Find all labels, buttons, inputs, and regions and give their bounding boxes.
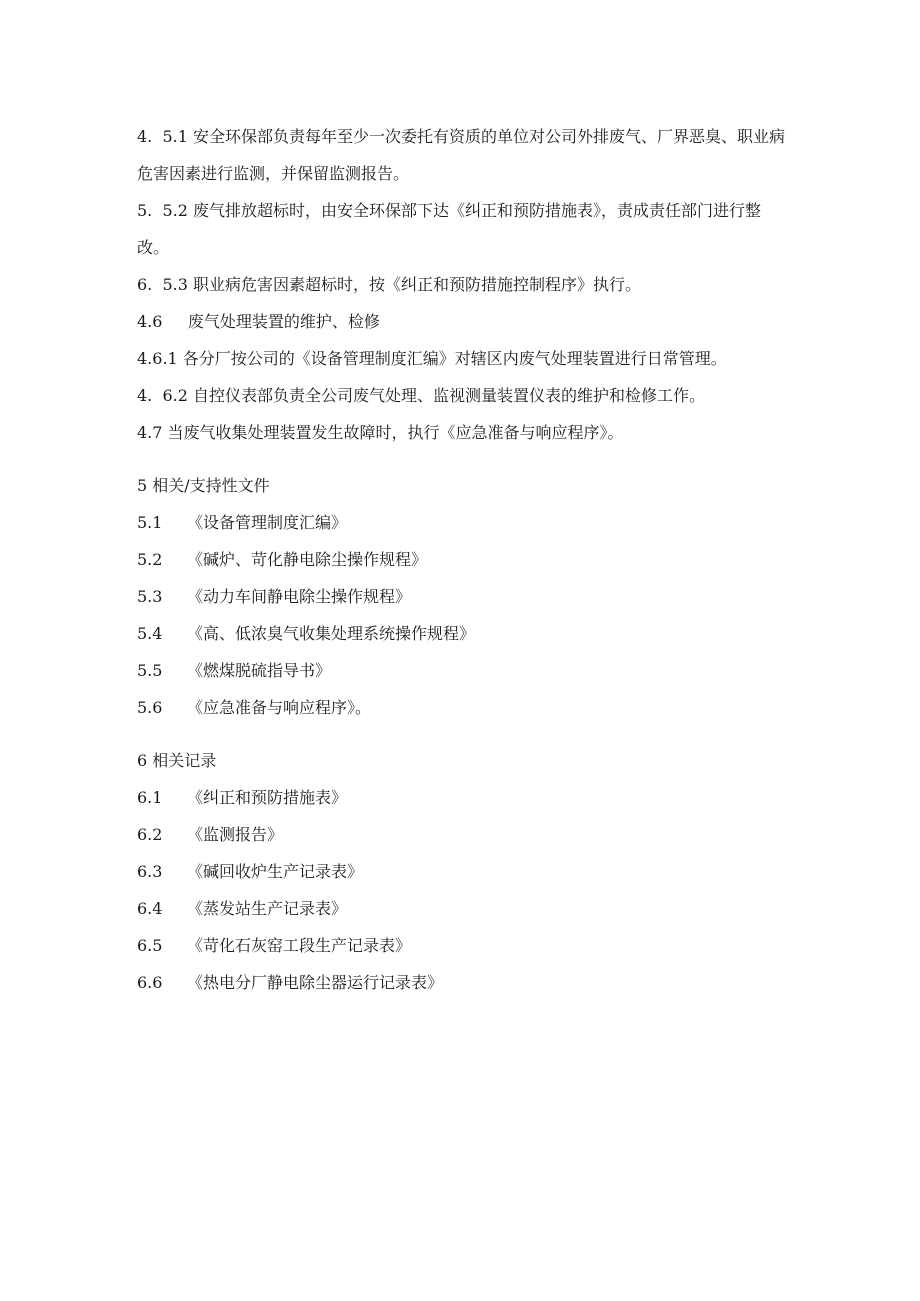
item-number: 5.2 bbox=[137, 550, 163, 569]
item-number: 5.3 bbox=[137, 587, 163, 606]
section-spacer bbox=[137, 451, 787, 467]
list-item bbox=[137, 816, 787, 853]
item-number: 5.1 bbox=[137, 513, 163, 532]
item-text: 《苛化石灰窑工段生产记录表》 bbox=[187, 936, 412, 955]
clause-4-5-2: 5. 5.2 废气排放超标时，由安全环保部下达《纠正和预防措施表》，责成责任部门进行整改。 bbox=[137, 201, 761, 257]
list-item bbox=[137, 964, 787, 1001]
item-text: 《碱炉、苛化静电除尘操作规程》 bbox=[187, 550, 428, 569]
clause-4-5-3: 6. 5.3 职业病危害因素超标时，按《纠正和预防措施控制程序》执行。 bbox=[137, 275, 641, 294]
clause-4-5-1: 4. 5.1 安全环保部负责每年至少一次委托有资质的单位对公司外排废气、厂界恶臭、职业病危害因素进行监测，并保留监测报告。 bbox=[137, 127, 785, 183]
clause-4-6-1: 4.6.1 各分厂按公司的《设备管理制度汇编》对辖区内废气处理装置进行日常管理。 bbox=[137, 349, 727, 368]
item-text: 《设备管理制度汇编》 bbox=[187, 513, 348, 532]
list-item bbox=[137, 541, 787, 578]
clause-4-6-2: 4. 6.2 自控仪表部负责全公司废气处理、监视测量装置仪表的维护和检修工作。 bbox=[137, 386, 705, 405]
section-5-list bbox=[137, 504, 787, 726]
item-number: 6.2 bbox=[137, 825, 163, 844]
item-number: 5.5 bbox=[137, 661, 163, 680]
clause-4-6-heading: 4.6 废气处理装置的维护、检修 bbox=[137, 312, 380, 331]
item-text: 《应急准备与响应程序》。 bbox=[187, 698, 372, 717]
list-item bbox=[137, 689, 787, 726]
list-item bbox=[137, 615, 787, 652]
list-item bbox=[137, 578, 787, 615]
list-item bbox=[137, 504, 787, 541]
section-5-heading: 5 相关/支持性文件 bbox=[137, 476, 270, 495]
section-6-list bbox=[137, 779, 787, 1001]
item-text: 《蒸发站生产记录表》 bbox=[187, 899, 348, 918]
item-text: 《监测报告》 bbox=[187, 825, 284, 844]
list-item bbox=[137, 927, 787, 964]
section-spacer bbox=[137, 726, 787, 742]
item-text: 《纠正和预防措施表》 bbox=[187, 788, 348, 807]
item-number: 5.6 bbox=[137, 698, 163, 717]
item-text: 《动力车间静电除尘操作规程》 bbox=[187, 587, 412, 606]
item-text: 《热电分厂静电除尘器运行记录表》 bbox=[187, 973, 444, 992]
section-6-heading: 6 相关记录 bbox=[137, 751, 217, 770]
item-number: 6.6 bbox=[137, 973, 163, 992]
clause-4-7: 4.7 当废气收集处理装置发生故障时，执行《应急准备与响应程序》。 bbox=[137, 423, 624, 442]
item-number: 6.4 bbox=[137, 899, 163, 918]
list-item bbox=[137, 779, 787, 816]
list-item bbox=[137, 890, 787, 927]
item-number: 6.1 bbox=[137, 788, 163, 807]
item-number: 6.5 bbox=[137, 936, 163, 955]
document-body bbox=[137, 118, 787, 1001]
item-number: 5.4 bbox=[137, 624, 163, 643]
item-text: 《高、低浓臭气收集处理系统操作规程》 bbox=[187, 624, 476, 643]
list-item bbox=[137, 652, 787, 689]
item-number: 6.3 bbox=[137, 862, 163, 881]
item-text: 《碱回收炉生产记录表》 bbox=[187, 862, 364, 881]
list-item bbox=[137, 853, 787, 890]
item-text: 《燃煤脱硫指导书》 bbox=[187, 661, 332, 680]
